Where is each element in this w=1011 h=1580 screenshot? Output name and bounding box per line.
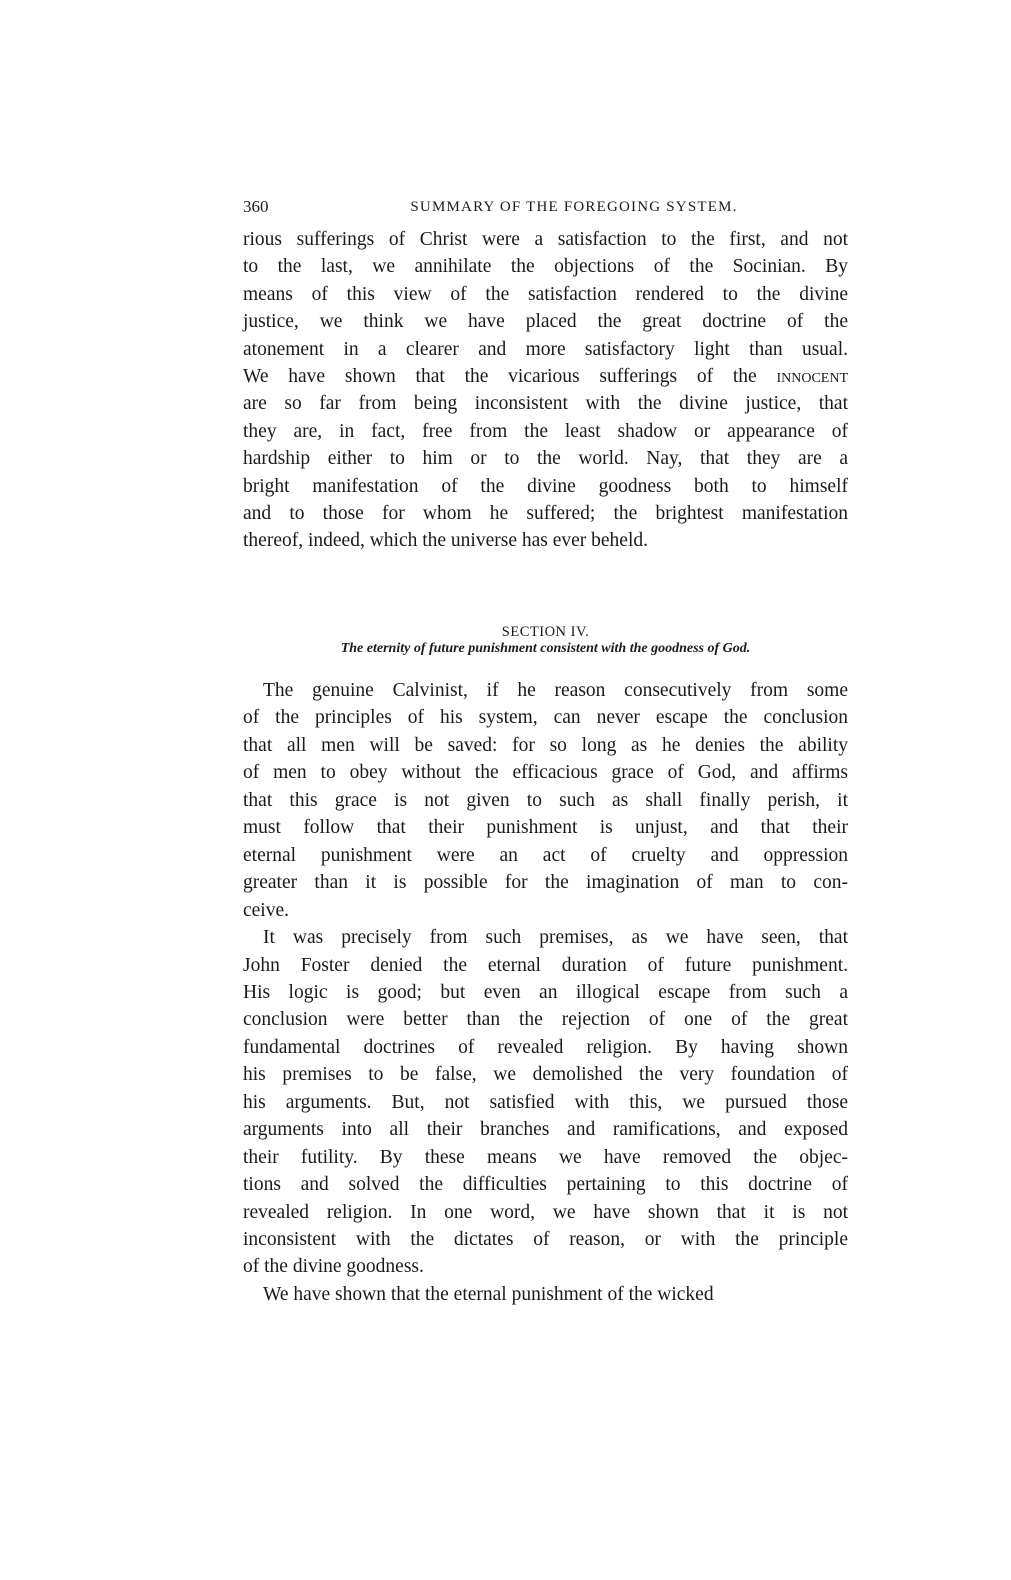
text-line: and to those for whom he suffered; the brightest manifestation xyxy=(243,503,848,524)
text-line: revealed religion. In one word, we have shown that it is not xyxy=(243,1201,848,1223)
text-line: rious sufferings of Christ were a satisfaction to the first, and not xyxy=(243,229,848,250)
text-line: We have shown that the eternal punishment of the wicked xyxy=(263,1283,714,1305)
text-line: thereof, indeed, which the universe has ever beheld. xyxy=(243,530,649,552)
text-line: ceive. xyxy=(243,899,290,921)
running-title: SUMMARY OF THE FOREGOING SYSTEM. xyxy=(410,199,738,215)
text-line: their futility. By these means we have removed the objec- xyxy=(243,1146,848,1168)
text-line: they are, in fact, free from the least shadow or appearance of xyxy=(243,420,848,442)
text-line: conclusion were better than the rejection of one of the great xyxy=(243,1009,848,1031)
text-line: of the principles of his system, can never escape the conclusion xyxy=(243,707,848,729)
text-line: eternal punishment were an act of cruelty and oppression xyxy=(243,844,848,866)
text-line: The genuine Calvinist, if he reason consecutively from some xyxy=(263,680,848,701)
text-line: hardship either to him or to the world. Nay, that they are a xyxy=(243,448,848,470)
text-line: fundamental doctrines of revealed religion. By having shown xyxy=(243,1036,848,1058)
text-line: must follow that their punishment is unjust, and that their xyxy=(243,817,848,839)
text-line: bright manifestation of the divine goodness both to himself xyxy=(243,475,848,497)
text-line: of men to obey without the efficacious grace of God, and affirms xyxy=(243,762,848,784)
text-line: means of this view of the satisfaction rendered to the divine xyxy=(243,283,848,305)
page-number: 360 xyxy=(243,197,269,216)
text-line: that all men will be saved: for so long as he denies the ability xyxy=(243,734,848,756)
section-subtitle: The eternity of future punishment consistent with the goodness of God. xyxy=(340,641,751,656)
text-line: We have shown that the vicarious sufferings of the INNOCENT xyxy=(243,366,848,387)
text-line: arguments into all their branches and ramifications, and exposed xyxy=(243,1119,848,1141)
text-line: inconsistent with the dictates of reason, or with the principle xyxy=(243,1229,848,1250)
text-line: greater than it is possible for the imagination of man to con- xyxy=(243,872,848,894)
text-line: His logic is good; but even an illogical escape from such a xyxy=(243,981,848,1003)
text-line: to the last, we annihilate the objections of the Socinian. By xyxy=(243,256,848,278)
small-caps-word: INNOCENT xyxy=(776,371,848,386)
text-line: that this grace is not given to such as shall finally perish, it xyxy=(243,789,848,811)
text-line: atonement in a clearer and more satisfactory light than usual. xyxy=(243,338,848,360)
text-line: John Foster denied the eternal duration of future punishment. xyxy=(243,954,848,976)
text-line: his arguments. But, not satisfied with this, we pursued those xyxy=(243,1091,848,1113)
text-line: justice, we think we have placed the great doctrine of the xyxy=(243,311,848,333)
text-line: of the divine goodness. xyxy=(243,1256,424,1278)
text-line: It was precisely from such premises, as we have seen, that xyxy=(263,927,848,949)
section-heading: SECTION IV. xyxy=(501,624,590,640)
text-line: tions and solved the difficulties pertaining to this doctrine of xyxy=(243,1174,848,1196)
text-line: are so far from being inconsistent with the divine justice, that xyxy=(243,393,848,415)
text-line: his premises to be false, we demolished the very foundation of xyxy=(243,1064,848,1086)
